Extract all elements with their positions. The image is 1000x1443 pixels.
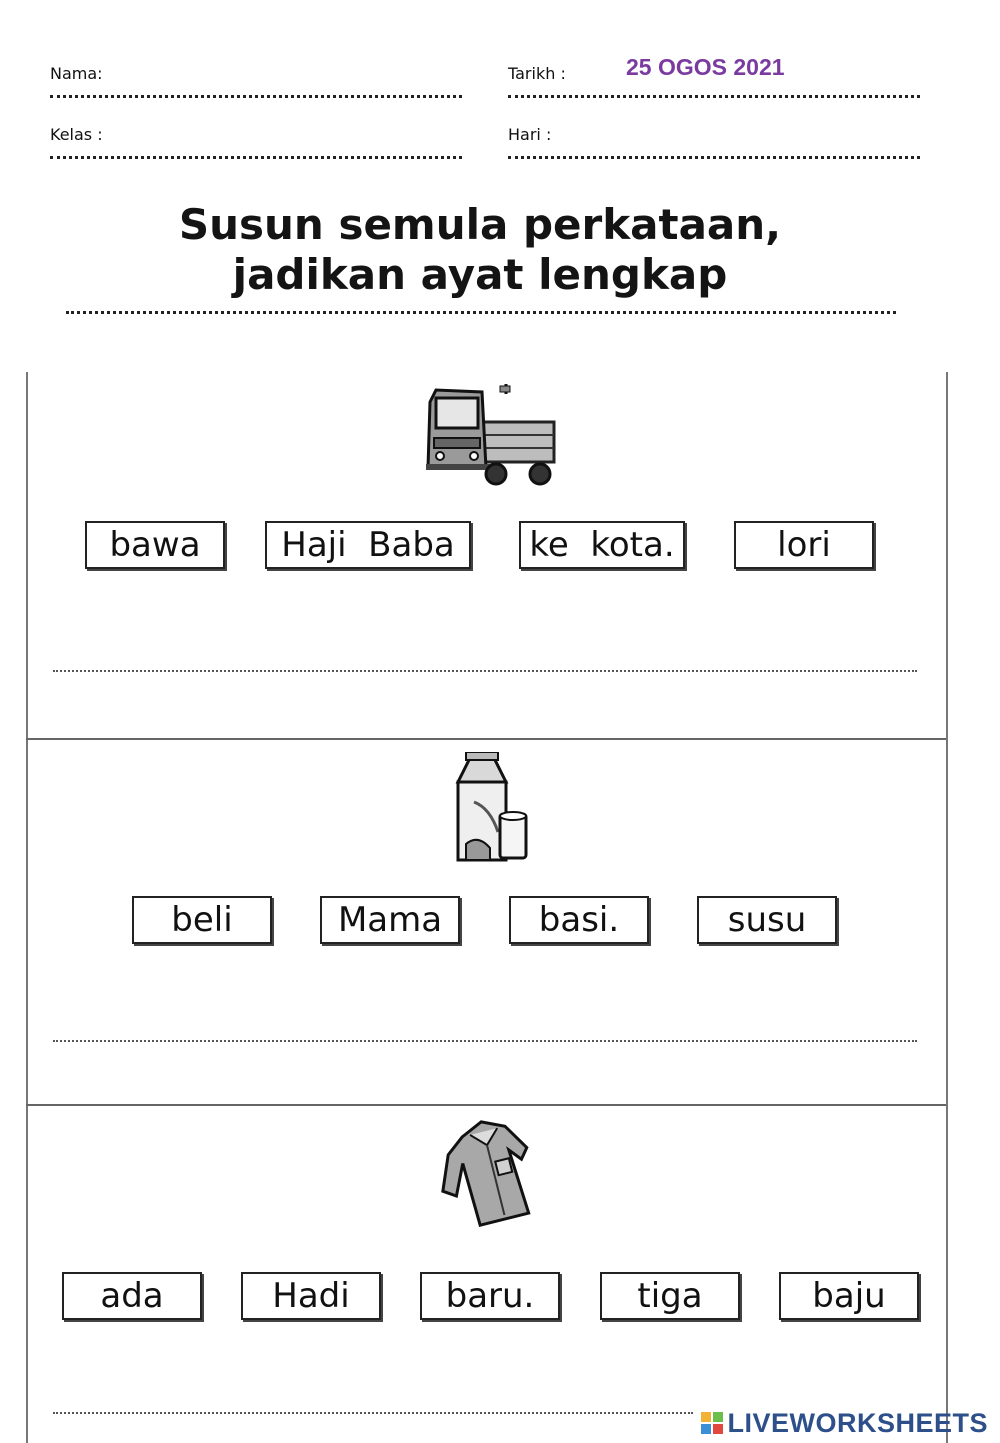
title-underline [66, 311, 896, 314]
liveworksheets-brand [701, 1408, 988, 1439]
tarikh-field[interactable] [508, 95, 920, 98]
word-card[interactable]: lori [734, 521, 874, 569]
word-card[interactable]: ke kota. [519, 521, 685, 569]
word-card[interactable]: bawa [85, 521, 225, 569]
word-card[interactable]: basi. [509, 896, 649, 944]
word-card[interactable]: beli [132, 896, 272, 944]
instruction-title-line2: jadikan ayat lengkap [232, 250, 728, 299]
milk-carton-icon [444, 752, 534, 871]
instruction-title-line1: Susun semula perkataan, [178, 200, 782, 249]
date-value: 25 OGOS 2021 [626, 54, 785, 80]
liveworksheets-logo-icon [701, 1410, 723, 1432]
kelas-field[interactable] [50, 156, 462, 159]
word-card[interactable]: baru. [420, 1272, 560, 1320]
nama-label: Nama: [50, 64, 103, 83]
nama-field[interactable] [50, 95, 462, 98]
tarikh-label: Tarikh : [508, 64, 566, 83]
brand-text: LIVEWORKSHEETS [727, 1408, 988, 1438]
answer-line[interactable] [53, 1412, 693, 1414]
lorry-icon [422, 380, 562, 494]
question-divider [26, 738, 946, 740]
word-card[interactable]: ada [62, 1272, 202, 1320]
hari-field[interactable] [508, 156, 920, 159]
word-card[interactable]: Mama [320, 896, 460, 944]
answer-line[interactable] [53, 1040, 917, 1042]
kelas-label: Kelas : [50, 125, 103, 144]
word-card[interactable]: baju [779, 1272, 919, 1320]
word-card[interactable]: susu [697, 896, 837, 944]
word-card[interactable]: Hadi [241, 1272, 381, 1320]
answer-line[interactable] [53, 670, 917, 672]
word-card[interactable]: tiga [600, 1272, 740, 1320]
shirt-icon [432, 1118, 542, 1234]
question-divider [26, 1104, 946, 1106]
word-card[interactable]: Haji Baba [265, 521, 471, 569]
hari-label: Hari : [508, 125, 552, 144]
